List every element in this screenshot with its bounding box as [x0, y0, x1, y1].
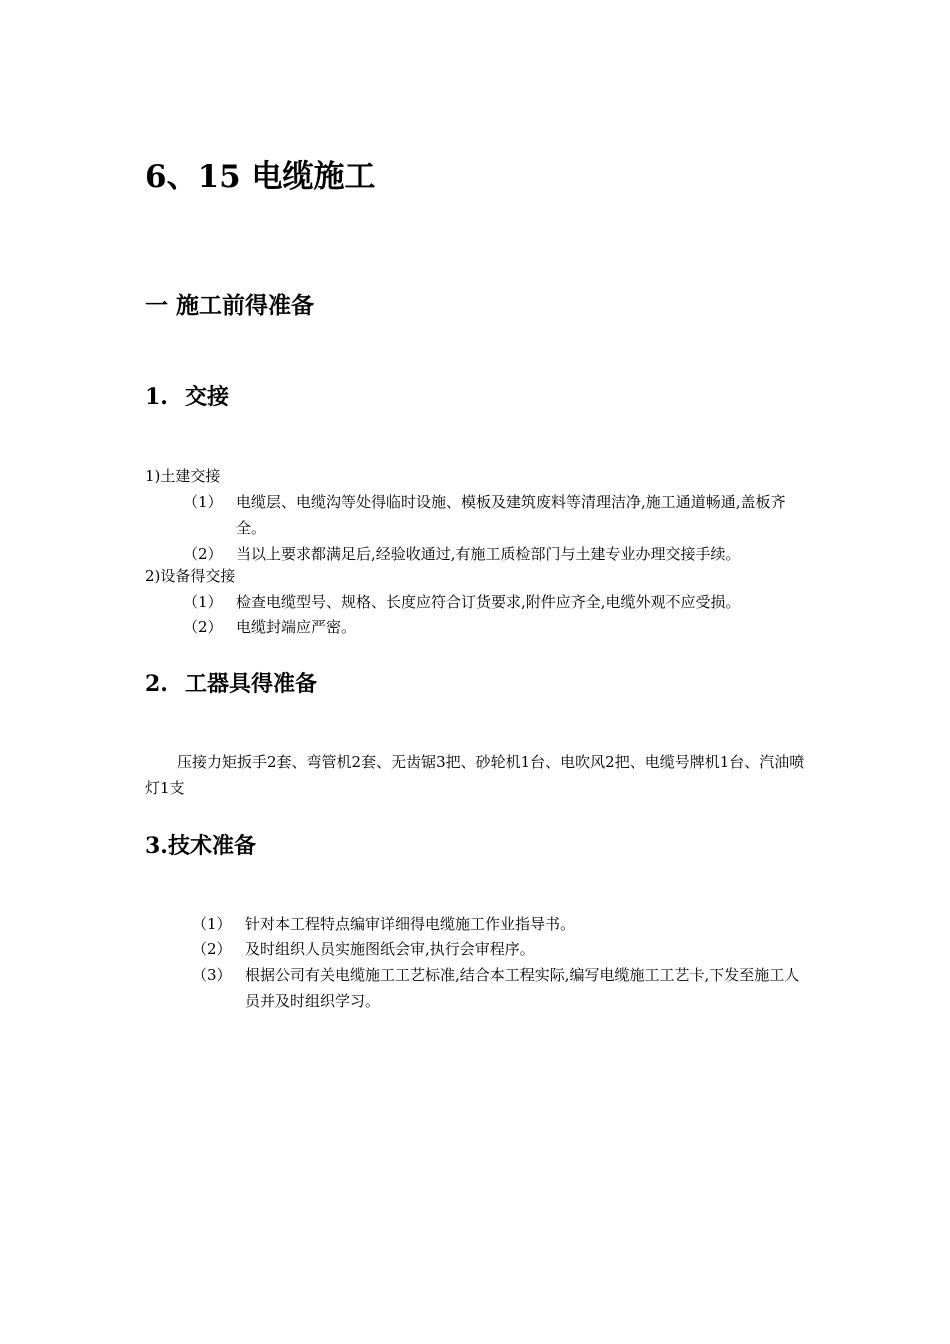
section-title: 施工前得准备	[176, 293, 315, 319]
list-text: 根据公司有关电缆施工工艺标准,结合本工程实际,编写电缆施工工艺卡,下发至施工人员并及时组织学习。	[245, 966, 800, 1010]
list-marker: （2）	[183, 545, 223, 563]
subsection-heading-tools	[145, 667, 317, 702]
list-item	[183, 489, 813, 541]
list-marker: （1）	[183, 593, 223, 611]
tools-paragraph: 压接力矩扳手2套、弯管机2套、无齿锯3把、砂轮机1台、电吹风2把、电缆号牌机1台、汽油喷灯1支	[145, 753, 805, 797]
subsection-number: 1.	[145, 384, 168, 410]
section-heading	[145, 288, 314, 324]
list-item	[183, 589, 813, 615]
document-title	[145, 155, 376, 199]
list-marker: （1）	[183, 493, 223, 511]
subsection-title: 交接	[185, 385, 230, 410]
list-item	[192, 962, 812, 1014]
title-text: 电缆施工	[251, 159, 376, 195]
group-label-civil: 1)土建交接	[145, 467, 221, 485]
group-label-equipment: 2)设备得交接	[145, 567, 236, 585]
section-number: 一	[145, 293, 168, 319]
title-number: 6、15	[145, 159, 241, 195]
list-text: 电缆封端应严密。	[236, 618, 357, 636]
subsection-number: 3.	[145, 833, 168, 859]
list-marker: （2）	[192, 940, 232, 958]
list-text: 针对本工程特点编审详细得电缆施工作业指导书。	[245, 915, 576, 933]
list-item	[183, 541, 813, 567]
list-marker: （3）	[192, 966, 232, 984]
list-text: 电缆层、电缆沟等处得临时设施、模板及建筑废料等清理洁净,施工通道畅通,盖板齐全。	[236, 493, 786, 537]
subsection-title: 工器具得准备	[185, 672, 318, 697]
list-text: 检查电缆型号、规格、长度应符合订货要求,附件应齐全,电缆外观不应受损。	[236, 593, 741, 611]
list-item	[183, 614, 813, 640]
list-marker: （1）	[192, 915, 232, 933]
subsection-heading-handover	[145, 380, 229, 415]
subsection-title: 技术准备	[167, 834, 256, 859]
subsection-number: 2.	[145, 671, 168, 697]
list-marker: （2）	[183, 618, 223, 636]
list-item	[192, 936, 812, 962]
list-text: 及时组织人员实施图纸会审,执行会审程序。	[245, 940, 535, 958]
list-item	[192, 911, 812, 937]
subsection-heading-technical	[145, 829, 256, 864]
list-text: 当以上要求都满足后,经验收通过,有施工质检部门与土建专业办理交接手续。	[236, 545, 741, 563]
